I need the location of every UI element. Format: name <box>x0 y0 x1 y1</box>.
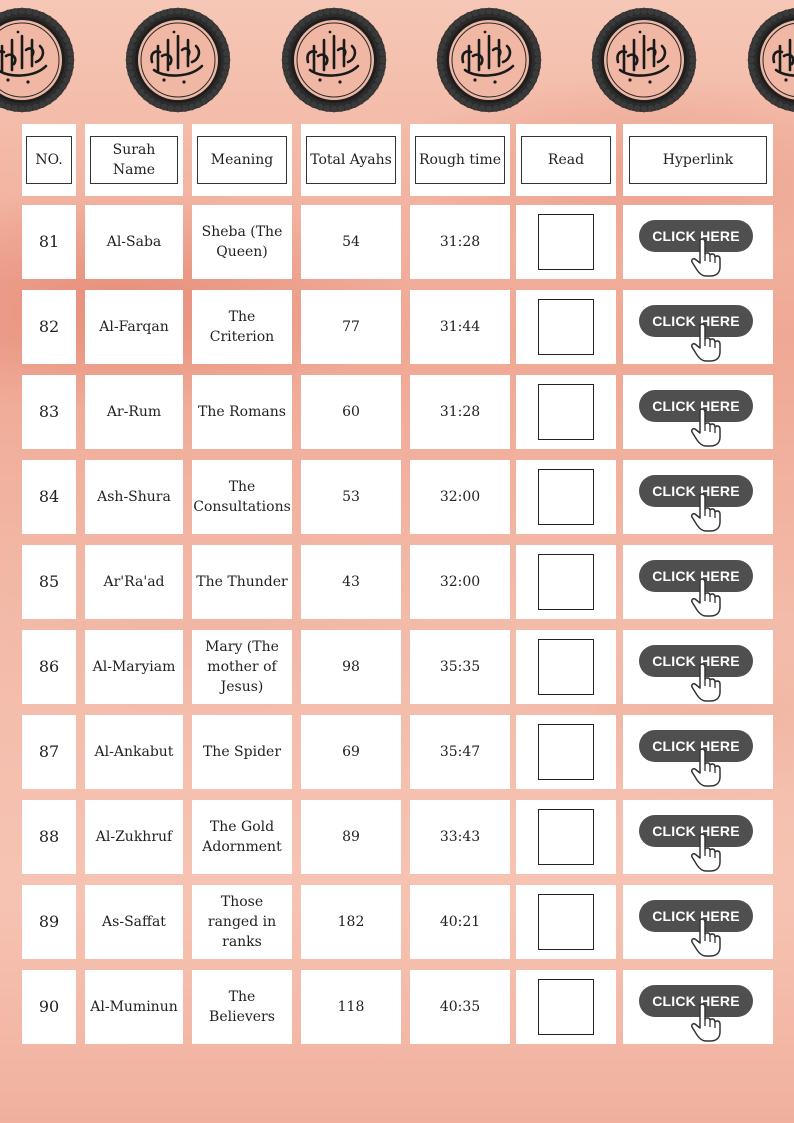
number-cell <box>22 205 76 279</box>
seal-banner <box>0 0 794 122</box>
header-cell <box>301 124 401 196</box>
number-cell <box>22 545 76 619</box>
header-cell <box>22 124 76 196</box>
total-ayahs-text: 43 <box>342 574 360 590</box>
read-cell <box>516 800 616 874</box>
total-ayahs-text: 53 <box>342 489 360 505</box>
meaning-cell <box>192 715 292 789</box>
total-ayahs-text: 98 <box>342 659 360 675</box>
rough-time-text: 33:43 <box>439 829 481 845</box>
read-cell <box>516 545 616 619</box>
surah-name-cell <box>85 290 183 364</box>
pointing-hand-icon <box>689 662 725 702</box>
header-rough-time: Rough time <box>415 136 505 184</box>
rough-time-text: 40:21 <box>439 914 481 930</box>
click-here-button[interactable]: CLICK HERE <box>639 900 753 932</box>
click-here-button[interactable]: CLICK HERE <box>639 645 753 677</box>
number-cell <box>22 715 76 789</box>
total-ayahs-text: 89 <box>342 829 360 845</box>
pointing-hand-icon <box>689 577 725 617</box>
surah-name-text: Ash-Shura <box>97 489 171 505</box>
total-ayahs-text: 118 <box>337 999 365 1015</box>
hyperlink-cell <box>623 715 773 789</box>
rough-time-cell <box>410 545 510 619</box>
meaning-cell <box>192 970 292 1044</box>
rough-time-cell <box>410 460 510 534</box>
header-no: NO. <box>26 136 72 184</box>
rough-time-cell <box>410 800 510 874</box>
number-text: 81 <box>38 232 60 251</box>
total-ayahs-text: 182 <box>337 914 365 930</box>
read-cell <box>516 630 616 704</box>
total-ayahs-cell <box>301 630 401 704</box>
header-cell <box>516 124 616 196</box>
surah-name-text: Al-Saba <box>106 234 162 250</box>
quran-calligraphy-seal-icon <box>124 6 232 114</box>
read-cell <box>516 715 616 789</box>
total-ayahs-cell <box>301 800 401 874</box>
pointing-hand-icon <box>689 492 725 532</box>
number-cell <box>22 630 76 704</box>
total-ayahs-text: 54 <box>342 234 360 250</box>
read-checkbox[interactable] <box>538 809 594 865</box>
total-ayahs-text: 60 <box>342 404 360 420</box>
rough-time-text: 31:28 <box>439 404 481 420</box>
number-text: 85 <box>38 572 60 591</box>
header-read: Read <box>521 136 611 184</box>
read-checkbox[interactable] <box>538 384 594 440</box>
surah-name-text: Al-Zukhruf <box>95 829 173 845</box>
rough-time-cell <box>410 375 510 449</box>
meaning-cell <box>192 290 292 364</box>
meaning-text: The Spider <box>202 744 282 760</box>
rough-time-cell <box>410 885 510 959</box>
pointing-hand-icon <box>689 1002 725 1042</box>
hyperlink-cell <box>623 800 773 874</box>
quran-calligraphy-seal-icon <box>590 6 698 114</box>
pointing-hand-icon <box>689 917 725 957</box>
meaning-cell <box>192 460 292 534</box>
surah-name-cell <box>85 545 183 619</box>
quran-calligraphy-seal-icon <box>280 6 388 114</box>
meaning-text: The Criterion <box>209 309 275 345</box>
hyperlink-cell <box>623 630 773 704</box>
hyperlink-cell <box>623 290 773 364</box>
meaning-cell <box>192 205 292 279</box>
total-ayahs-cell <box>301 460 401 534</box>
total-ayahs-cell <box>301 205 401 279</box>
number-text: 83 <box>38 402 60 421</box>
quran-calligraphy-seal-icon <box>435 6 543 114</box>
hyperlink-cell <box>623 545 773 619</box>
rough-time-text: 35:47 <box>439 744 481 760</box>
header-cell <box>410 124 510 196</box>
meaning-text: Those ranged in ranks <box>207 894 277 950</box>
meaning-cell <box>192 545 292 619</box>
rough-time-cell <box>410 630 510 704</box>
total-ayahs-cell <box>301 290 401 364</box>
read-checkbox[interactable] <box>538 724 594 780</box>
rough-time-text: 31:28 <box>439 234 481 250</box>
number-text: 88 <box>38 827 60 846</box>
header-cell <box>85 124 183 196</box>
quran-calligraphy-seal-icon <box>746 6 794 114</box>
total-ayahs-text: 77 <box>342 319 360 335</box>
hyperlink-cell <box>623 885 773 959</box>
pointing-hand-icon <box>689 407 725 447</box>
header-meaning: Meaning <box>197 136 287 184</box>
header-hyperlink: Hyperlink <box>629 136 767 184</box>
number-cell <box>22 290 76 364</box>
meaning-cell <box>192 800 292 874</box>
read-cell <box>516 290 616 364</box>
rough-time-text: 31:44 <box>439 319 481 335</box>
read-cell <box>516 970 616 1044</box>
meaning-text: Sheba (The Queen) <box>201 224 283 260</box>
meaning-text: The Believers <box>209 989 275 1025</box>
click-here-button[interactable]: CLICK HERE <box>639 985 753 1017</box>
number-cell <box>22 460 76 534</box>
number-text: 87 <box>38 742 60 761</box>
pointing-hand-icon <box>689 832 725 872</box>
hyperlink-cell <box>623 205 773 279</box>
surah-name-cell <box>85 460 183 534</box>
read-cell <box>516 375 616 449</box>
pointing-hand-icon <box>689 322 725 362</box>
total-ayahs-cell <box>301 970 401 1044</box>
pointing-hand-icon <box>689 237 725 277</box>
header-cell <box>192 124 292 196</box>
number-text: 90 <box>38 997 60 1016</box>
number-text: 86 <box>38 657 60 676</box>
meaning-text: The Thunder <box>196 574 288 590</box>
surah-name-cell <box>85 800 183 874</box>
quran-calligraphy-seal-icon <box>0 6 76 114</box>
rough-time-cell <box>410 290 510 364</box>
number-cell <box>22 375 76 449</box>
number-text: 82 <box>38 317 60 336</box>
surah-name-cell <box>85 205 183 279</box>
click-here-button[interactable]: CLICK HERE <box>639 815 753 847</box>
rough-time-cell <box>410 715 510 789</box>
rough-time-text: 32:00 <box>439 574 481 590</box>
meaning-cell <box>192 375 292 449</box>
number-cell <box>22 800 76 874</box>
meaning-text: The Gold Adornment <box>202 819 282 855</box>
hyperlink-cell <box>623 375 773 449</box>
meaning-cell <box>192 630 292 704</box>
rough-time-cell <box>410 970 510 1044</box>
read-cell <box>516 460 616 534</box>
read-checkbox[interactable] <box>538 639 594 695</box>
click-here-button[interactable]: CLICK HERE <box>639 305 753 337</box>
read-checkbox[interactable] <box>538 214 594 270</box>
header-cell <box>623 124 773 196</box>
meaning-text: The Romans <box>198 404 286 420</box>
surah-name-text: As-Saffat <box>102 914 166 930</box>
total-ayahs-cell <box>301 375 401 449</box>
rough-time-text: 32:00 <box>439 489 481 505</box>
click-here-button[interactable]: CLICK HERE <box>639 475 753 507</box>
surah-name-text: Ar'Ra'ad <box>103 574 165 590</box>
total-ayahs-cell <box>301 715 401 789</box>
total-ayahs-cell <box>301 545 401 619</box>
read-checkbox[interactable] <box>538 979 594 1035</box>
click-here-button[interactable]: CLICK HERE <box>639 560 753 592</box>
surah-name-text: Al-Muminun <box>90 999 178 1015</box>
number-text: 89 <box>38 912 60 931</box>
read-checkbox[interactable] <box>538 469 594 525</box>
meaning-cell <box>192 885 292 959</box>
click-here-button[interactable]: CLICK HERE <box>639 390 753 422</box>
read-checkbox[interactable] <box>538 554 594 610</box>
meaning-text: The Consultations <box>193 479 291 515</box>
surah-name-cell <box>85 375 183 449</box>
click-here-button[interactable]: CLICK HERE <box>639 220 753 252</box>
number-cell <box>22 970 76 1044</box>
read-checkbox[interactable] <box>538 299 594 355</box>
surah-name-text: Ar-Rum <box>106 404 162 420</box>
surah-name-text: Al-Ankabut <box>94 744 174 760</box>
number-text: 84 <box>38 487 60 506</box>
rough-time-text: 40:35 <box>439 999 481 1015</box>
number-cell <box>22 885 76 959</box>
rough-time-cell <box>410 205 510 279</box>
click-here-button[interactable]: CLICK HERE <box>639 730 753 762</box>
read-cell <box>516 205 616 279</box>
hyperlink-cell <box>623 460 773 534</box>
surah-name-cell <box>85 715 183 789</box>
rough-time-text: 35:35 <box>439 659 481 675</box>
header-surah-name: Surah Name <box>90 136 178 184</box>
read-checkbox[interactable] <box>538 894 594 950</box>
total-ayahs-cell <box>301 885 401 959</box>
surah-name-text: Al-Maryiam <box>92 659 176 675</box>
meaning-text: Mary (The mother of Jesus) <box>205 639 279 695</box>
surah-name-cell <box>85 630 183 704</box>
total-ayahs-text: 69 <box>342 744 360 760</box>
surah-name-cell <box>85 970 183 1044</box>
pointing-hand-icon <box>689 747 725 787</box>
surah-name-text: Al-Farqan <box>99 319 169 335</box>
header-total-ayahs: Total Ayahs <box>306 136 396 184</box>
surah-name-cell <box>85 885 183 959</box>
read-cell <box>516 885 616 959</box>
hyperlink-cell <box>623 970 773 1044</box>
